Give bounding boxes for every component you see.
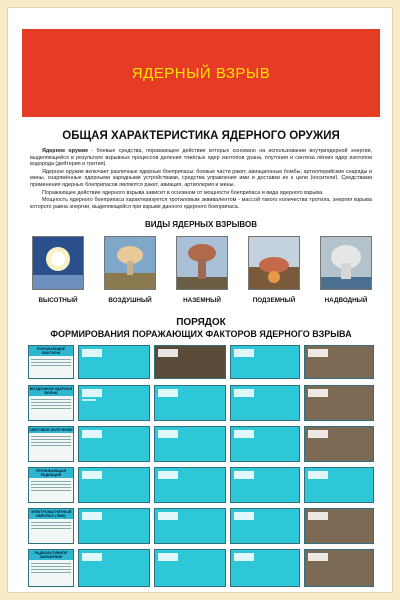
explosion-type-high-altitude — [28, 236, 88, 304]
diagram-panel — [78, 508, 150, 544]
poster-title: ЯДЕРНЫЙ ВЗРЫВ — [131, 64, 271, 82]
row-label-penetrating-radiation — [28, 467, 74, 503]
paragraph-1 — [30, 148, 372, 168]
diagram-panel — [78, 345, 150, 379]
diagram-panel — [304, 426, 374, 462]
paragraph-3: Поражающее действие ядерного взрыва зависит в основном от мощности боеприпаса и вида ядерного взрыва. — [42, 189, 324, 196]
poster-sheet — [7, 7, 393, 593]
diagram-panel — [154, 345, 226, 379]
diagram-panel — [78, 385, 150, 421]
diagram-panel — [304, 345, 374, 379]
diagram-panel — [230, 385, 300, 421]
high-altitude-blast-image — [32, 236, 84, 290]
section-heading-order: ПОРЯДОК — [176, 317, 226, 328]
term-nuclear-weapon: Ядерное оружие — [42, 148, 89, 154]
surface-water-blast-image — [320, 236, 372, 290]
diagram-panel — [304, 508, 374, 544]
paragraph-2: Ядерное оружие включает различные ядерные боеприпасы: боевые части ракет, авиационные бомбы, артиллерийские снаряды и мины, снаряжённые ядерными зарядными устройствами, средства управления ими и доставки их к цели (носители). Средствами применения ядерных боеприпасов являются ракет, авиация, артиллерия и мины. — [30, 168, 372, 188]
explosion-type-surface-water — [316, 236, 376, 304]
section-heading-characteristics: ОБЩАЯ ХАРАКТЕРИСТИКА ЯДЕРНОГО ОРУЖИЯ — [62, 130, 340, 142]
row-label-text: СВЕТОВОЕ ИЗЛУЧЕНИЕ — [29, 428, 73, 432]
diagram-panel — [78, 549, 150, 587]
air-blast-image — [104, 236, 156, 290]
diagram-panel — [304, 385, 374, 421]
diagram-panel — [78, 467, 150, 503]
diagram-panel — [154, 467, 226, 503]
diagram-panel — [304, 549, 374, 587]
explosion-types — [28, 236, 374, 316]
row-label-damaging-factors — [28, 345, 74, 379]
explosion-type-ground — [172, 236, 232, 304]
diagram-panel — [154, 508, 226, 544]
title-banner — [22, 29, 380, 117]
section-heading-explosion-types: ВИДЫ ЯДЕРНЫХ ВЗРЫВОВ — [145, 220, 257, 229]
row-label-text: ВОЗДУШНАЯ УДАРНАЯ ВОЛНА — [29, 387, 73, 395]
section-heading-damaging-factors: ФОРМИРОВАНИЯ ПОРАЖАЮЩИХ ФАКТОРОВ ЯДЕРНОГО ВЗРЫВА — [50, 329, 352, 339]
paragraph-4: Мощность ядерного боеприпаса характеризуется тротиловым эквивалентом - массой такого количества тротила, энергия взрыва которого равна энергии, выделяющейся при взрыве данного ядерного боеприпаса. — [30, 197, 372, 210]
diagram-panel — [154, 549, 226, 587]
diagram-panel — [304, 467, 374, 503]
explosion-type-air — [100, 236, 160, 304]
row-label-light-radiation — [28, 426, 74, 462]
diagram-panel — [230, 426, 300, 462]
diagram-panel — [154, 426, 226, 462]
diagram-panel — [78, 426, 150, 462]
row-label-shock-wave — [28, 385, 74, 421]
diagram-panel — [230, 467, 300, 503]
diagram-panel — [230, 508, 300, 544]
paragraph-1-text: - боевые средства, поражающее действие которых основано на использовании внутриядерной энергии, выделяющейся в результате взрывных процессов деления тяжёлых ядер изотопов урана, плутония и синтеза лёгких ядер изотопов водорода (дейтерия и трития). — [30, 148, 373, 168]
explosion-type-underground — [244, 236, 304, 304]
row-label-text: ПОРАЖАЮЩИЕ ФАКТОРЫ — [29, 346, 73, 356]
explosion-type-label: ПОДЗЕМНЫЙ — [252, 297, 296, 304]
row-label-radioactive-contamination — [28, 549, 74, 587]
row-label-emp — [28, 508, 74, 544]
explosion-type-label: ВЫСОТНЫЙ — [38, 297, 78, 304]
explosion-type-label: НАЗЕМНЫЙ — [183, 297, 221, 304]
row-label-text: РАДИОАКТИВНОЕ ЗАРАЖЕНИЕ — [29, 550, 73, 560]
characteristics-text — [30, 148, 372, 211]
diagram-panel — [154, 385, 226, 421]
damaging-factors-grid — [28, 345, 374, 589]
ground-blast-image — [176, 236, 228, 290]
diagram-panel — [230, 549, 300, 587]
row-label-text: ЭЛЕКТРОМАГНИТНЫЙ ИМПУЛЬС (ЭМИ) — [30, 510, 72, 518]
diagram-panel — [230, 345, 300, 379]
explosion-type-label: ВОЗДУШНЫЙ — [108, 297, 152, 304]
row-label-text: ПРОНИКАЮЩАЯ РАДИАЦИЯ — [29, 468, 73, 478]
underground-blast-image — [248, 236, 300, 290]
explosion-type-label: НАДВОДНЫЙ — [324, 297, 368, 304]
